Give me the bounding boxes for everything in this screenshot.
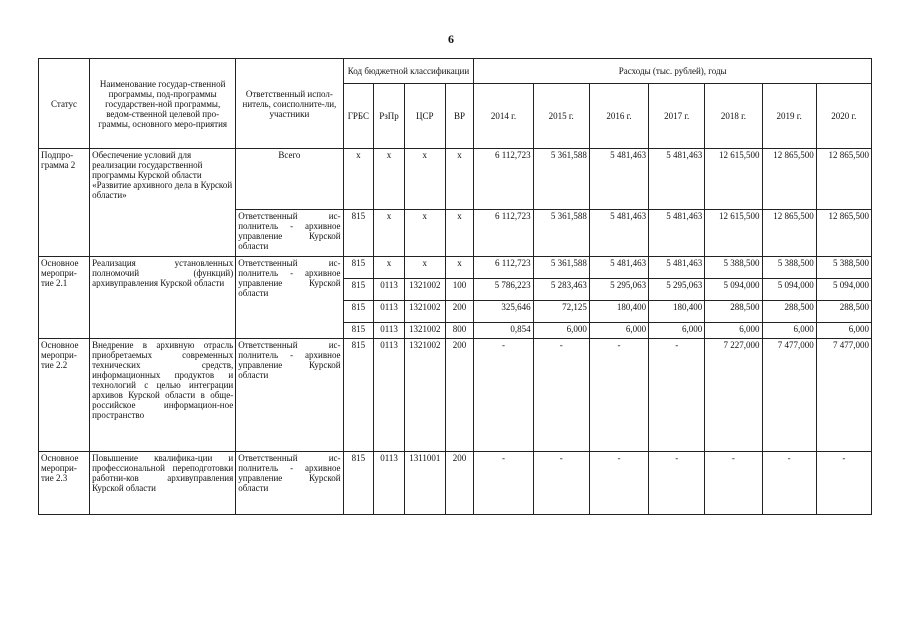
name-header: Наименование государ-ственной программы, под-программы государствен-ной программы, ведом-ственной целевой про-граммы, основного меро-приятия <box>90 59 236 149</box>
vr-cell: х <box>445 210 474 257</box>
executor-header: Ответственный испол-нитель, соисполните-ли, участники <box>236 59 343 149</box>
value-cell: 12 865,500 <box>762 149 816 210</box>
value-cell: - <box>649 339 705 452</box>
value-cell: 7 477,000 <box>762 339 816 452</box>
year-header: 2018 г. <box>705 84 762 149</box>
rzpr-cell: 0113 <box>374 339 405 452</box>
value-cell: - <box>705 452 762 515</box>
value-cell: 6,000 <box>533 323 589 339</box>
year-header: 2019 г. <box>762 84 816 149</box>
executor-cell: Всего <box>236 149 343 210</box>
value-cell: 12 865,500 <box>762 210 816 257</box>
csr-cell: х <box>404 210 445 257</box>
value-cell: 6 112,723 <box>474 210 533 257</box>
executor-cell: Ответственный ис-полнитель - архивное управление Курской области <box>236 210 343 257</box>
csr-cell: 1321002 <box>404 323 445 339</box>
value-cell: - <box>589 339 648 452</box>
rzpr-cell: х <box>374 257 405 279</box>
value-cell: - <box>474 339 533 452</box>
executor-cell: Ответственный ис-полнитель - архивное управление Курской области <box>236 257 343 339</box>
value-cell: 5 361,588 <box>533 210 589 257</box>
status-cell: Основное меропри-тие 2.3 <box>39 452 90 515</box>
name-cell: Повышение квалифика-ции и профессиональной переподготовки работни-ков архивуправления Курской области <box>90 452 236 515</box>
status-cell: Основное меропри-тие 2.2 <box>39 339 90 452</box>
value-cell: 6,000 <box>762 323 816 339</box>
value-cell: 72,125 <box>533 301 589 323</box>
value-cell: 288,500 <box>705 301 762 323</box>
year-header: 2015 г. <box>533 84 589 149</box>
value-cell: 5 361,588 <box>533 149 589 210</box>
value-cell: - <box>649 452 705 515</box>
grbs-cell: 815 <box>343 210 374 257</box>
value-cell: 5 388,500 <box>816 257 871 279</box>
value-cell: 180,400 <box>589 301 648 323</box>
value-cell: 12 615,500 <box>705 210 762 257</box>
code-header-rzpr: РзПр <box>374 84 405 149</box>
vr-cell: 200 <box>445 339 474 452</box>
csr-cell: х <box>404 149 445 210</box>
value-cell: 5 388,500 <box>705 257 762 279</box>
value-cell: 5 094,000 <box>816 279 871 301</box>
csr-cell: 1321002 <box>404 279 445 301</box>
rzpr-cell: х <box>374 149 405 210</box>
value-cell: 5 361,588 <box>533 257 589 279</box>
csr-cell: х <box>404 257 445 279</box>
status-cell: Подпро-грамма 2 <box>39 149 90 257</box>
value-cell: 5 481,463 <box>649 149 705 210</box>
value-cell: - <box>589 452 648 515</box>
rzpr-cell: 0113 <box>374 301 405 323</box>
grbs-cell: 815 <box>343 279 374 301</box>
table-row <box>39 452 872 515</box>
value-cell: 5 481,463 <box>649 210 705 257</box>
value-cell: 6,000 <box>816 323 871 339</box>
expenses-group-header: Расходы (тыс. рублей), годы <box>474 59 872 84</box>
value-cell: - <box>762 452 816 515</box>
vr-cell: х <box>445 257 474 279</box>
status-cell: Основное меропри-тие 2.1 <box>39 257 90 339</box>
value-cell: 325,646 <box>474 301 533 323</box>
value-cell: - <box>533 339 589 452</box>
value-cell: 5 094,000 <box>705 279 762 301</box>
rzpr-cell: 0113 <box>374 279 405 301</box>
value-cell: 6,000 <box>649 323 705 339</box>
value-cell: 7 477,000 <box>816 339 871 452</box>
value-cell: 5 481,463 <box>649 257 705 279</box>
vr-cell: 100 <box>445 279 474 301</box>
value-cell: 5 283,463 <box>533 279 589 301</box>
value-cell: 5 786,223 <box>474 279 533 301</box>
value-cell: 5 481,463 <box>589 210 648 257</box>
name-cell: Реализация установленных полномочий (функций) архивуправления Курской области <box>90 257 236 339</box>
year-header: 2017 г. <box>649 84 705 149</box>
code-header-grbs: ГРБС <box>343 84 374 149</box>
name-cell: Внедрение в архивную отрасль приобретаемых современных технических средств, информационных продуктов и технологий с целью интеграции архивов Курской области в обще-российское информацион-ное пространство <box>90 339 236 452</box>
value-cell: 6,000 <box>705 323 762 339</box>
vr-cell: х <box>445 149 474 210</box>
code-header-vr: ВР <box>445 84 474 149</box>
value-cell: - <box>816 452 871 515</box>
value-cell: 12 865,500 <box>816 149 871 210</box>
rzpr-cell: 0113 <box>374 452 405 515</box>
csr-cell: 1321002 <box>404 339 445 452</box>
value-cell: - <box>474 452 533 515</box>
grbs-cell: х <box>343 149 374 210</box>
rzpr-cell: х <box>374 210 405 257</box>
value-cell: 5 481,463 <box>589 149 648 210</box>
code-header-csr: ЦСР <box>404 84 445 149</box>
status-header: Статус <box>39 59 90 149</box>
value-cell: 288,500 <box>816 301 871 323</box>
value-cell: 5 481,463 <box>589 257 648 279</box>
value-cell: 5 094,000 <box>762 279 816 301</box>
code-group-header: Код бюджетной классификации <box>343 59 474 84</box>
table-row <box>39 149 872 210</box>
grbs-cell: 815 <box>343 257 374 279</box>
name-cell: Обеспечение условий для реализации государственной программы Курской области «Развитие архивного дела в Курской области» <box>90 149 236 257</box>
page-number: 6 <box>448 32 454 46</box>
grbs-cell: 815 <box>343 339 374 452</box>
grbs-cell: 815 <box>343 452 374 515</box>
year-header: 2020 г. <box>816 84 871 149</box>
value-cell: 288,500 <box>762 301 816 323</box>
vr-cell: 200 <box>445 452 474 515</box>
value-cell: 12 615,500 <box>705 149 762 210</box>
table-row <box>39 339 872 452</box>
value-cell: 0,854 <box>474 323 533 339</box>
vr-cell: 800 <box>445 323 474 339</box>
executor-cell: Ответственный ис-полнитель - архивное управление Курской области <box>236 452 343 515</box>
csr-cell: 1321002 <box>404 301 445 323</box>
value-cell: 12 865,500 <box>816 210 871 257</box>
year-header: 2016 г. <box>589 84 648 149</box>
vr-cell: 200 <box>445 301 474 323</box>
value-cell: 5 295,063 <box>589 279 648 301</box>
value-cell: 7 227,000 <box>705 339 762 452</box>
csr-cell: 1311001 <box>404 452 445 515</box>
value-cell: 5 295,063 <box>649 279 705 301</box>
grbs-cell: 815 <box>343 323 374 339</box>
year-header: 2014 г. <box>474 84 533 149</box>
table-row <box>39 257 872 279</box>
executor-cell: Ответственный ис-полнитель - архивное управление Курской области <box>236 339 343 452</box>
budget-table <box>38 58 872 515</box>
value-cell: 6 112,723 <box>474 257 533 279</box>
grbs-cell: 815 <box>343 301 374 323</box>
rzpr-cell: 0113 <box>374 323 405 339</box>
value-cell: 6,000 <box>589 323 648 339</box>
value-cell: 5 388,500 <box>762 257 816 279</box>
value-cell: - <box>533 452 589 515</box>
value-cell: 180,400 <box>649 301 705 323</box>
header-row-1 <box>39 59 872 84</box>
value-cell: 6 112,723 <box>474 149 533 210</box>
